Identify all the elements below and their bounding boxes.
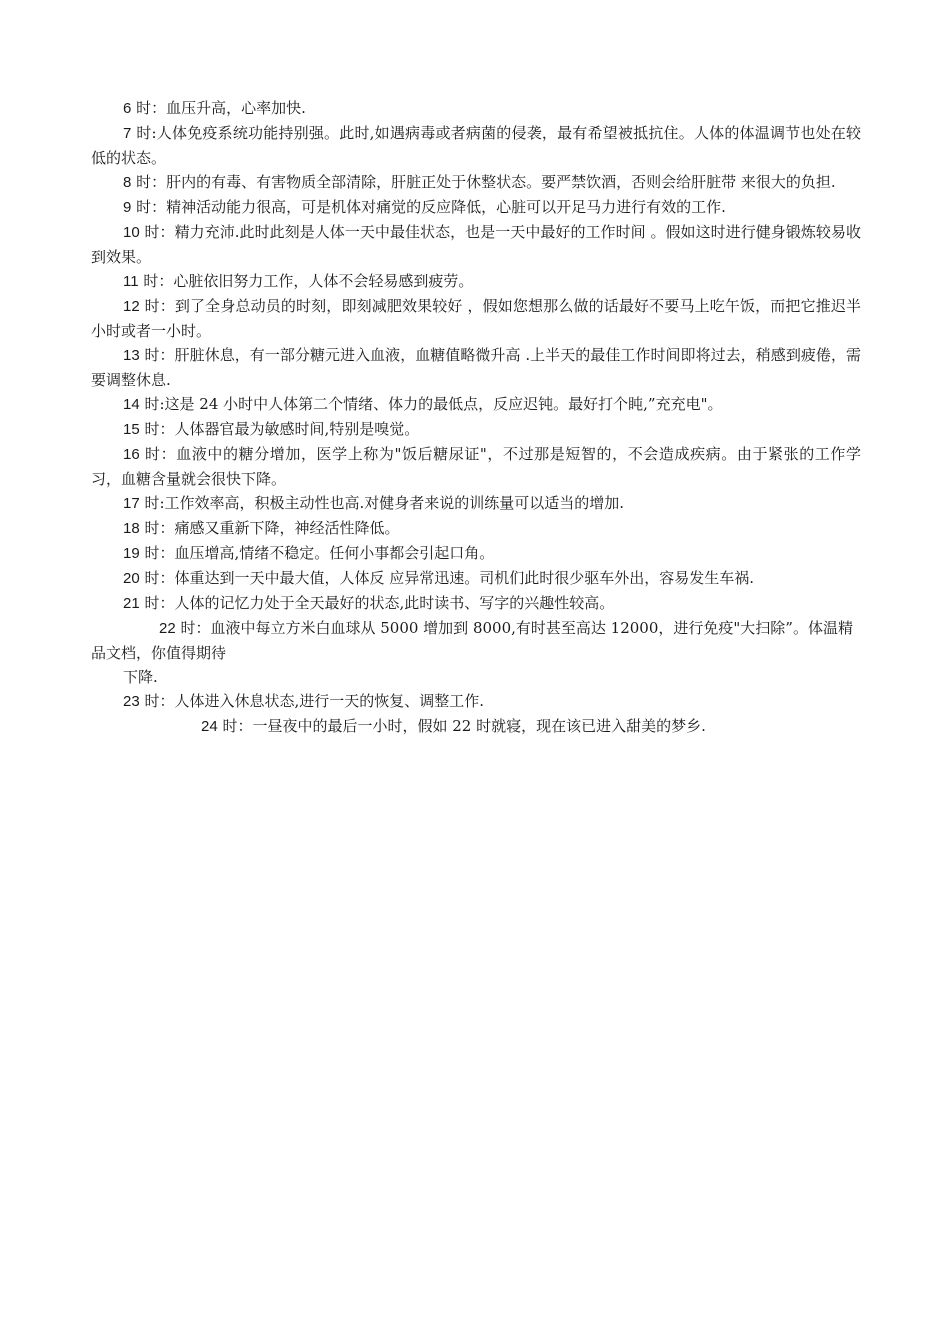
paragraph-24 (91, 714, 861, 739)
paragraph-text: 时：血液中的糖分增加，医学上称为"饭后糖尿证"，不过那是短智的，不会造成疾病。由于紧张的工作学习，血糖含量就会很快下降。 (91, 445, 861, 488)
paragraph-text: 时：体重达到一天中最大值，人体反 应异常迅速。司机们此时很少驱车外出，容易发生车祸. (144, 569, 755, 587)
paragraph-13 (91, 343, 861, 392)
paragraph-text: 时：精力充沛.此时此刻是人体一天中最佳状态，也是一天中最好的工作时间 。假如这时进行健身锻炼较易收到效果。 (91, 223, 861, 266)
paragraph-text: 时:人体免疫系统功能持别强。此时,如遇病毒或者病菌的侵袭，最有希望被抵抗住。人体的体温调节也处在较低的状态。 (91, 124, 861, 167)
paragraph-18 (91, 516, 861, 541)
hour-label: 9 (123, 199, 132, 216)
paragraph-text: 时：肝脏休息，有一部分糖元进入血液，血糖值略微升高 .上半天的最佳工作时间即将过去，稍感到疲倦，需要调整休息. (91, 346, 861, 389)
paragraph-22-continuation: 下降. (123, 668, 158, 686)
paragraph-14 (91, 392, 861, 417)
paragraph-text: 时:这是 24 小时中人体第二个情绪、体力的最低点，反应迟钝。最好打个盹,”充充电"。 (144, 395, 723, 413)
paragraph-11 (91, 269, 861, 294)
hour-label: 24 (201, 718, 218, 735)
hour-label: 21 (123, 595, 140, 612)
paragraph-17 (91, 491, 861, 516)
paragraph-15 (91, 417, 861, 442)
paragraph-text: 时：人体进入休息状态,进行一天的恢复、调整工作. (144, 692, 485, 710)
paragraph-text: 时：人体的记忆力处于全天最好的状态,此时读书、写字的兴趣性较高。 (144, 594, 615, 612)
hour-label: 22 (159, 620, 176, 637)
hour-label: 8 (123, 174, 132, 191)
hour-label: 19 (123, 545, 140, 562)
paragraph-10 (91, 220, 861, 269)
paragraph-6 (91, 96, 861, 121)
hour-label: 16 (123, 446, 140, 463)
paragraph-text: 时：到了全身总动员的时刻，即刻减肥效果较好 ，假如您想那么做的话最好不要马上吃午饭，而把它推迟半小时或者一小时。 (91, 297, 861, 340)
paragraph-text: 时：血压升高，心率加快. (136, 99, 306, 117)
paragraph-9 (91, 195, 861, 220)
hour-label: 10 (123, 224, 140, 241)
paragraph-7 (91, 121, 861, 170)
paragraph-list (91, 96, 861, 616)
paragraph-text: 时：人体器官最为敏感时间,特别是嗅觉。 (144, 420, 420, 438)
paragraph-text: 时：肝内的有毒、有害物质全部清除，肝脏正处于休整状态。要严禁饮酒，否则会给肝脏带 来很大的负担. (136, 173, 836, 191)
paragraph-text: 时：痛感又重新下降，神经活性降低。 (144, 519, 400, 537)
paragraph-text: 时：精神活动能力很高，可是机体对痛觉的反应降低，心脏可以开足马力进行有效的工作. (136, 198, 726, 216)
paragraph-22 (91, 616, 861, 665)
hour-label: 13 (123, 347, 140, 364)
hour-label: 7 (123, 125, 132, 142)
hour-label: 20 (123, 570, 140, 587)
hour-label: 23 (123, 693, 140, 710)
hour-label: 6 (123, 100, 132, 117)
paragraph-16 (91, 442, 861, 491)
hour-label: 12 (123, 298, 140, 315)
paragraph-20 (91, 566, 861, 591)
hour-label: 11 (123, 273, 139, 290)
hour-label: 17 (123, 495, 140, 512)
hour-label: 18 (123, 520, 140, 537)
paragraph-8 (91, 170, 861, 195)
paragraph-text: 时:工作效率高，积极主动性也高.对健身者来说的训练量可以适当的增加. (144, 494, 625, 512)
paragraph-12 (91, 294, 861, 343)
hour-label: 15 (123, 421, 140, 438)
document-body (91, 96, 861, 739)
paragraph-23 (91, 689, 861, 714)
hour-label: 14 (123, 396, 140, 413)
paragraph-19 (91, 541, 861, 566)
paragraph-text: 时：血液中每立方米白血球从 5000 增加到 8000,有时甚至高达 12000，进行免疫"大扫除”。体温精品文档，你值得期待 (91, 619, 853, 662)
paragraph-text: 时：血压增高,情绪不稳定。任何小事都会引起口角。 (144, 544, 495, 562)
paragraph-21 (91, 591, 861, 616)
paragraph-text: 时：心脏依旧努力工作，人体不会轻易感到疲劳。 (143, 272, 474, 290)
paragraph-text: 时：一昼夜中的最后一小时，假如 22 时就寝，现在该已进入甜美的梦乡. (222, 717, 706, 735)
